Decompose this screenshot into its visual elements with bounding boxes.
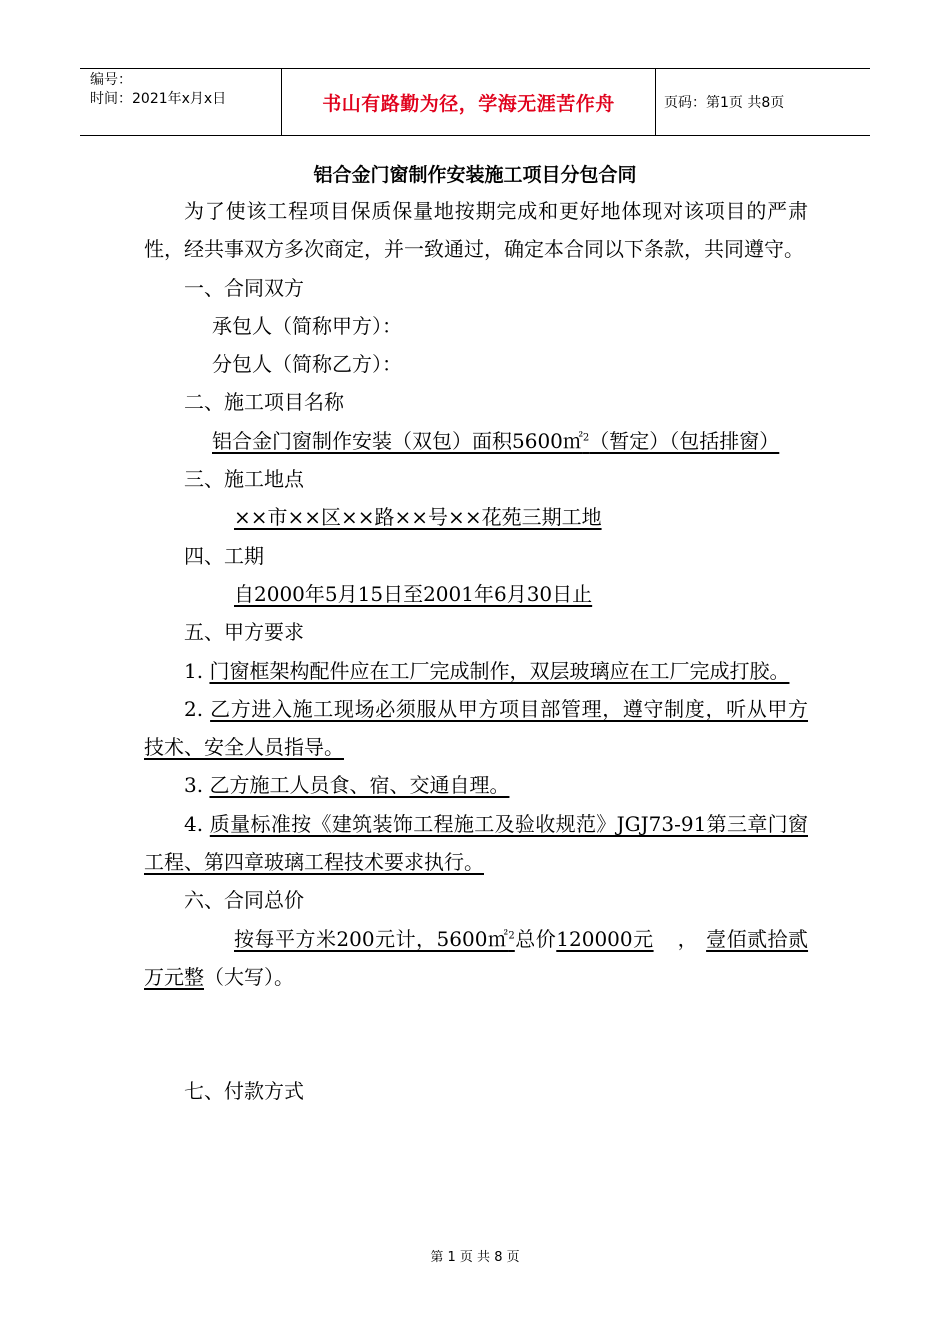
section-heading: 一、合同双方 [184, 275, 304, 300]
site-address [144, 498, 808, 536]
requirement-item [144, 766, 808, 804]
header-page-info: 页码：第1页 共8页 [664, 95, 785, 111]
requirement-item [144, 652, 808, 690]
section-heading: 五、甲方要求 [184, 620, 304, 645]
comma: ， [677, 926, 699, 951]
spacer [144, 996, 808, 1072]
project-name [144, 422, 808, 460]
words-note: （大写）。 [204, 964, 294, 989]
document-title: 铝合金门窗制作安装施工项目分包合同 [313, 164, 637, 186]
intro-paragraph: 为了使该工程项目保质保量地按期完成和更好地体现对该项目的严肃性，经共事双方多次商定，并一致通过，确定本合同以下条款，共同遵守。 [144, 199, 808, 262]
requirement-item [144, 690, 808, 767]
requirement-num: 1. [184, 658, 204, 683]
area-superscript: 2 [508, 929, 515, 941]
requirement-text: 乙方进入施工现场必须服从甲方项目部管理，遵守制度，听从甲方技术、安全人员指导。 [144, 696, 809, 760]
party-b-line: 分包人（简称乙方）： [212, 352, 402, 377]
schedule [144, 575, 808, 613]
page-footer: 第 1 页 共 8 页 [430, 1250, 520, 1265]
price-rate-text: 按每平方米200元计，5600㎡ [234, 926, 509, 951]
area-superscript: 2 [582, 432, 590, 444]
section-heading: 三、施工地点 [184, 467, 304, 492]
requirement-num: 4. [184, 811, 204, 836]
requirement-item [144, 805, 808, 882]
section-heading: 六、合同总价 [184, 888, 304, 913]
party-a-line: 承包人（简称甲方）： [212, 313, 402, 338]
section-heading: 二、施工项目名称 [184, 390, 344, 415]
project-name-text [212, 429, 779, 453]
header-meta [80, 69, 282, 135]
header-motto: 书山有路勤为径，学海无涯苦作舟 [282, 69, 656, 135]
requirement-text: 门窗框架构配件应在工厂完成制作，双层玻璃应在工厂完成打胶。 [209, 658, 790, 683]
project-name-extra: （暂定）（包括排窗） [589, 428, 780, 453]
requirement-num: 3. [184, 773, 204, 798]
document-body [144, 192, 808, 1111]
site-address-text: ××市××区××路××号××花苑三期工地 [234, 505, 602, 530]
requirement-num: 2. [184, 696, 204, 721]
project-name-main: 铝合金门窗制作安装（双包）面积5600㎡ [212, 428, 583, 453]
requirement-text: 乙方施工人员食、宿、交通自理。 [209, 773, 510, 798]
total-label: 总价 [514, 926, 557, 951]
number-label: 编号： [90, 72, 132, 88]
page-header [80, 68, 870, 136]
total-amount: 120000元 [556, 926, 654, 951]
contract-price [144, 920, 808, 997]
date-label: 时间：2021年x月x日 [90, 91, 227, 107]
price-rate [212, 927, 515, 951]
section-heading: 七、付款方式 [184, 1079, 304, 1104]
schedule-text: 自2000年5月15日至2001年6月30日止 [234, 581, 593, 606]
section-heading: 四、工期 [184, 543, 264, 568]
total-amount-words: 壹佰贰拾贰万元整 [144, 926, 809, 989]
requirement-text: 质量标准按《建筑装饰工程施工及验收规范》JGJ73-91第三章门窗工程、第四章玻璃工程技术要求执行。 [144, 811, 808, 875]
